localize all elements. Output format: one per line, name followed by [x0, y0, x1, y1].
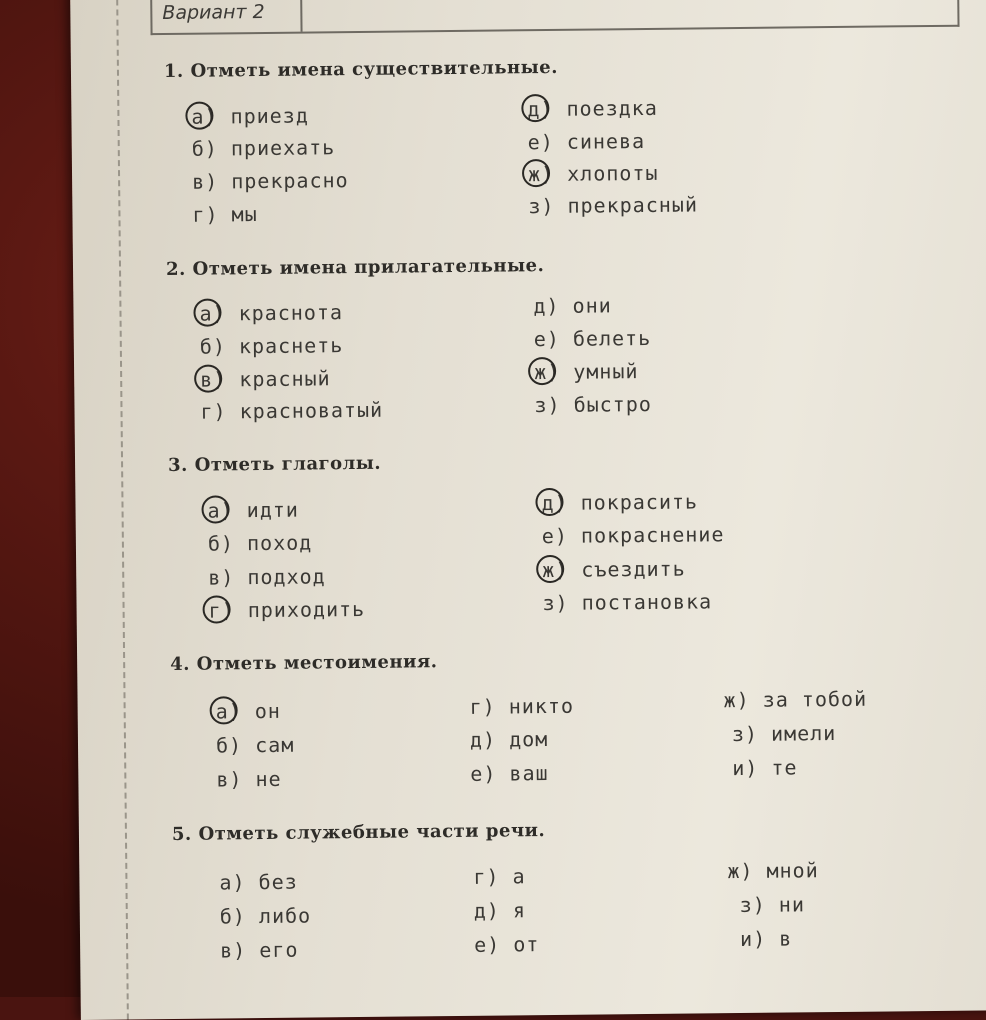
option-2f[interactable]	[534, 326, 652, 351]
option-text: они	[572, 293, 612, 318]
option-text: без	[258, 869, 298, 895]
option-letter: з)	[534, 392, 561, 418]
option-3a[interactable]	[207, 498, 299, 523]
option-letter: д)	[469, 727, 497, 752]
option-text: от	[513, 932, 540, 957]
option-letter: в)	[208, 565, 235, 590]
option-1f[interactable]	[528, 129, 646, 154]
option-text: приходить	[247, 596, 366, 623]
option-text: синева	[566, 128, 646, 154]
option-text: краснота	[238, 300, 344, 326]
option-text: за тобой	[762, 686, 868, 712]
question-title: 2. Отметь имена прилагательные.	[165, 255, 545, 281]
option-text: прекрасно	[231, 168, 349, 194]
option-3e[interactable]	[541, 489, 698, 515]
option-2c[interactable]	[200, 366, 331, 391]
option-text: ни	[778, 892, 806, 917]
option-letter: з)	[528, 193, 555, 219]
option-4h[interactable]	[732, 721, 837, 746]
option-text: покраснение	[580, 522, 725, 548]
option-letter: е)	[470, 761, 497, 786]
option-5b[interactable]	[220, 904, 312, 929]
option-text: поход	[246, 530, 313, 556]
option-letter: ж)	[727, 858, 754, 884]
question-4	[170, 651, 438, 675]
option-5h[interactable]	[740, 892, 805, 917]
option-text: приезд	[230, 103, 309, 129]
option-text: в	[779, 926, 793, 951]
option-1a[interactable]	[191, 104, 309, 129]
option-text: я	[512, 898, 527, 923]
option-letter: е)	[527, 129, 554, 155]
option-1h[interactable]	[528, 192, 698, 218]
question-1	[164, 57, 558, 82]
option-letter: г)	[208, 598, 235, 623]
option-letter: ж)	[723, 687, 750, 713]
option-letter: г)	[473, 864, 500, 889]
option-4g[interactable]	[723, 687, 867, 713]
option-letter: ж)	[527, 161, 555, 187]
option-1d[interactable]	[192, 202, 257, 227]
option-letter: а)	[219, 870, 246, 895]
option-letter: б)	[207, 531, 235, 556]
worksheet-page	[70, 0, 986, 1020]
option-text: мной	[766, 858, 819, 883]
perforation-line	[116, 0, 129, 1019]
option-5e[interactable]	[474, 898, 526, 923]
option-text: он	[254, 698, 282, 724]
option-text: краснеть	[238, 333, 344, 359]
option-letter: в)	[220, 938, 247, 963]
option-3g[interactable]	[542, 557, 686, 583]
option-letter: з)	[739, 892, 766, 918]
option-2h[interactable]	[534, 392, 652, 417]
option-text: идти	[246, 497, 299, 523]
option-letter: б)	[199, 334, 227, 359]
option-text: ваш	[509, 761, 549, 786]
option-5f[interactable]	[474, 932, 539, 957]
option-letter: д)	[473, 898, 500, 923]
option-4c[interactable]	[216, 767, 281, 792]
option-text: красный	[239, 366, 331, 392]
option-text: а	[512, 864, 526, 889]
option-4f[interactable]	[470, 761, 549, 786]
option-letter: в)	[191, 169, 219, 194]
option-text: никто	[508, 693, 575, 719]
option-letter: б)	[215, 733, 243, 758]
header-box	[150, 0, 959, 35]
header-divider	[300, 0, 302, 32]
option-letter: в)	[200, 367, 227, 392]
option-4d[interactable]	[470, 694, 575, 719]
option-letter: и)	[732, 755, 759, 781]
option-letter: е)	[473, 932, 501, 957]
option-letter: е)	[533, 326, 561, 352]
option-letter: е)	[541, 523, 569, 549]
option-letter: а)	[199, 301, 226, 326]
option-5c[interactable]	[220, 938, 299, 963]
option-text: поездка	[566, 95, 658, 121]
option-text: умный	[573, 359, 639, 384]
option-letter: г)	[469, 694, 496, 719]
option-text: съездить	[581, 556, 686, 582]
option-4e[interactable]	[470, 727, 549, 752]
option-letter: г)	[192, 202, 219, 227]
option-letter: а)	[207, 498, 234, 523]
option-letter: д)	[527, 96, 554, 122]
option-2g[interactable]	[534, 359, 639, 384]
option-letter: в)	[216, 767, 243, 792]
option-text: его	[259, 937, 299, 963]
option-text: постановка	[581, 589, 713, 615]
option-letter: ж)	[542, 557, 569, 583]
option-4a[interactable]	[216, 699, 281, 724]
option-text: белеть	[572, 325, 652, 351]
variant-label: Вариант 2	[162, 0, 265, 25]
option-3h[interactable]	[542, 589, 712, 615]
option-2e[interactable]	[533, 293, 612, 318]
option-letter: а)	[215, 699, 242, 724]
question-title: 3. Отметь глаголы.	[167, 452, 382, 476]
option-letter: а)	[191, 104, 218, 129]
option-3f[interactable]	[542, 522, 725, 548]
option-5i[interactable]	[740, 926, 792, 951]
option-3d[interactable]	[208, 597, 365, 623]
option-5d[interactable]	[473, 864, 525, 889]
option-text: покрасить	[580, 489, 699, 515]
option-3b[interactable]	[208, 530, 313, 555]
question-title: 1. Отметь имена существительные.	[163, 56, 559, 83]
option-1e[interactable]	[527, 96, 658, 121]
option-text: либо	[258, 903, 312, 929]
option-1g[interactable]	[528, 161, 659, 186]
option-letter: б)	[191, 136, 218, 161]
option-letter: д)	[541, 490, 568, 516]
option-text: мы	[231, 202, 258, 227]
option-letter: и)	[739, 926, 767, 952]
option-1c[interactable]	[192, 168, 349, 194]
option-5a[interactable]	[219, 870, 298, 895]
option-2a[interactable]	[199, 300, 343, 326]
option-letter: ж)	[534, 359, 561, 385]
option-letter: д)	[533, 293, 560, 319]
option-text: дом	[508, 727, 549, 752]
option-text: быстро	[573, 391, 652, 417]
option-letter: з)	[731, 721, 759, 747]
option-text: не	[255, 766, 282, 792]
question-2	[166, 255, 544, 280]
question-5	[172, 820, 545, 845]
option-text: те	[771, 755, 798, 780]
option-letter: з)	[542, 590, 569, 616]
option-2b[interactable]	[200, 333, 344, 359]
option-1b[interactable]	[192, 135, 336, 161]
question-3	[168, 453, 381, 476]
option-text: красноватый	[239, 397, 384, 424]
option-text: имели	[770, 721, 837, 746]
option-2d[interactable]	[200, 398, 383, 424]
option-text: приехать	[230, 135, 336, 161]
option-5g[interactable]	[727, 858, 819, 883]
option-text: сам	[255, 732, 295, 758]
option-4i[interactable]	[732, 755, 797, 780]
option-letter: г)	[200, 399, 227, 424]
option-text: хлопоты	[567, 160, 659, 186]
option-text: подход	[247, 564, 326, 590]
option-3c[interactable]	[208, 564, 326, 589]
option-text: прекрасный	[567, 192, 699, 218]
question-title: 5. Отметь служебные части речи.	[171, 820, 546, 845]
question-title: 4. Отметь местоимения.	[170, 651, 438, 675]
option-letter: б)	[219, 904, 247, 929]
option-4b[interactable]	[216, 733, 295, 758]
